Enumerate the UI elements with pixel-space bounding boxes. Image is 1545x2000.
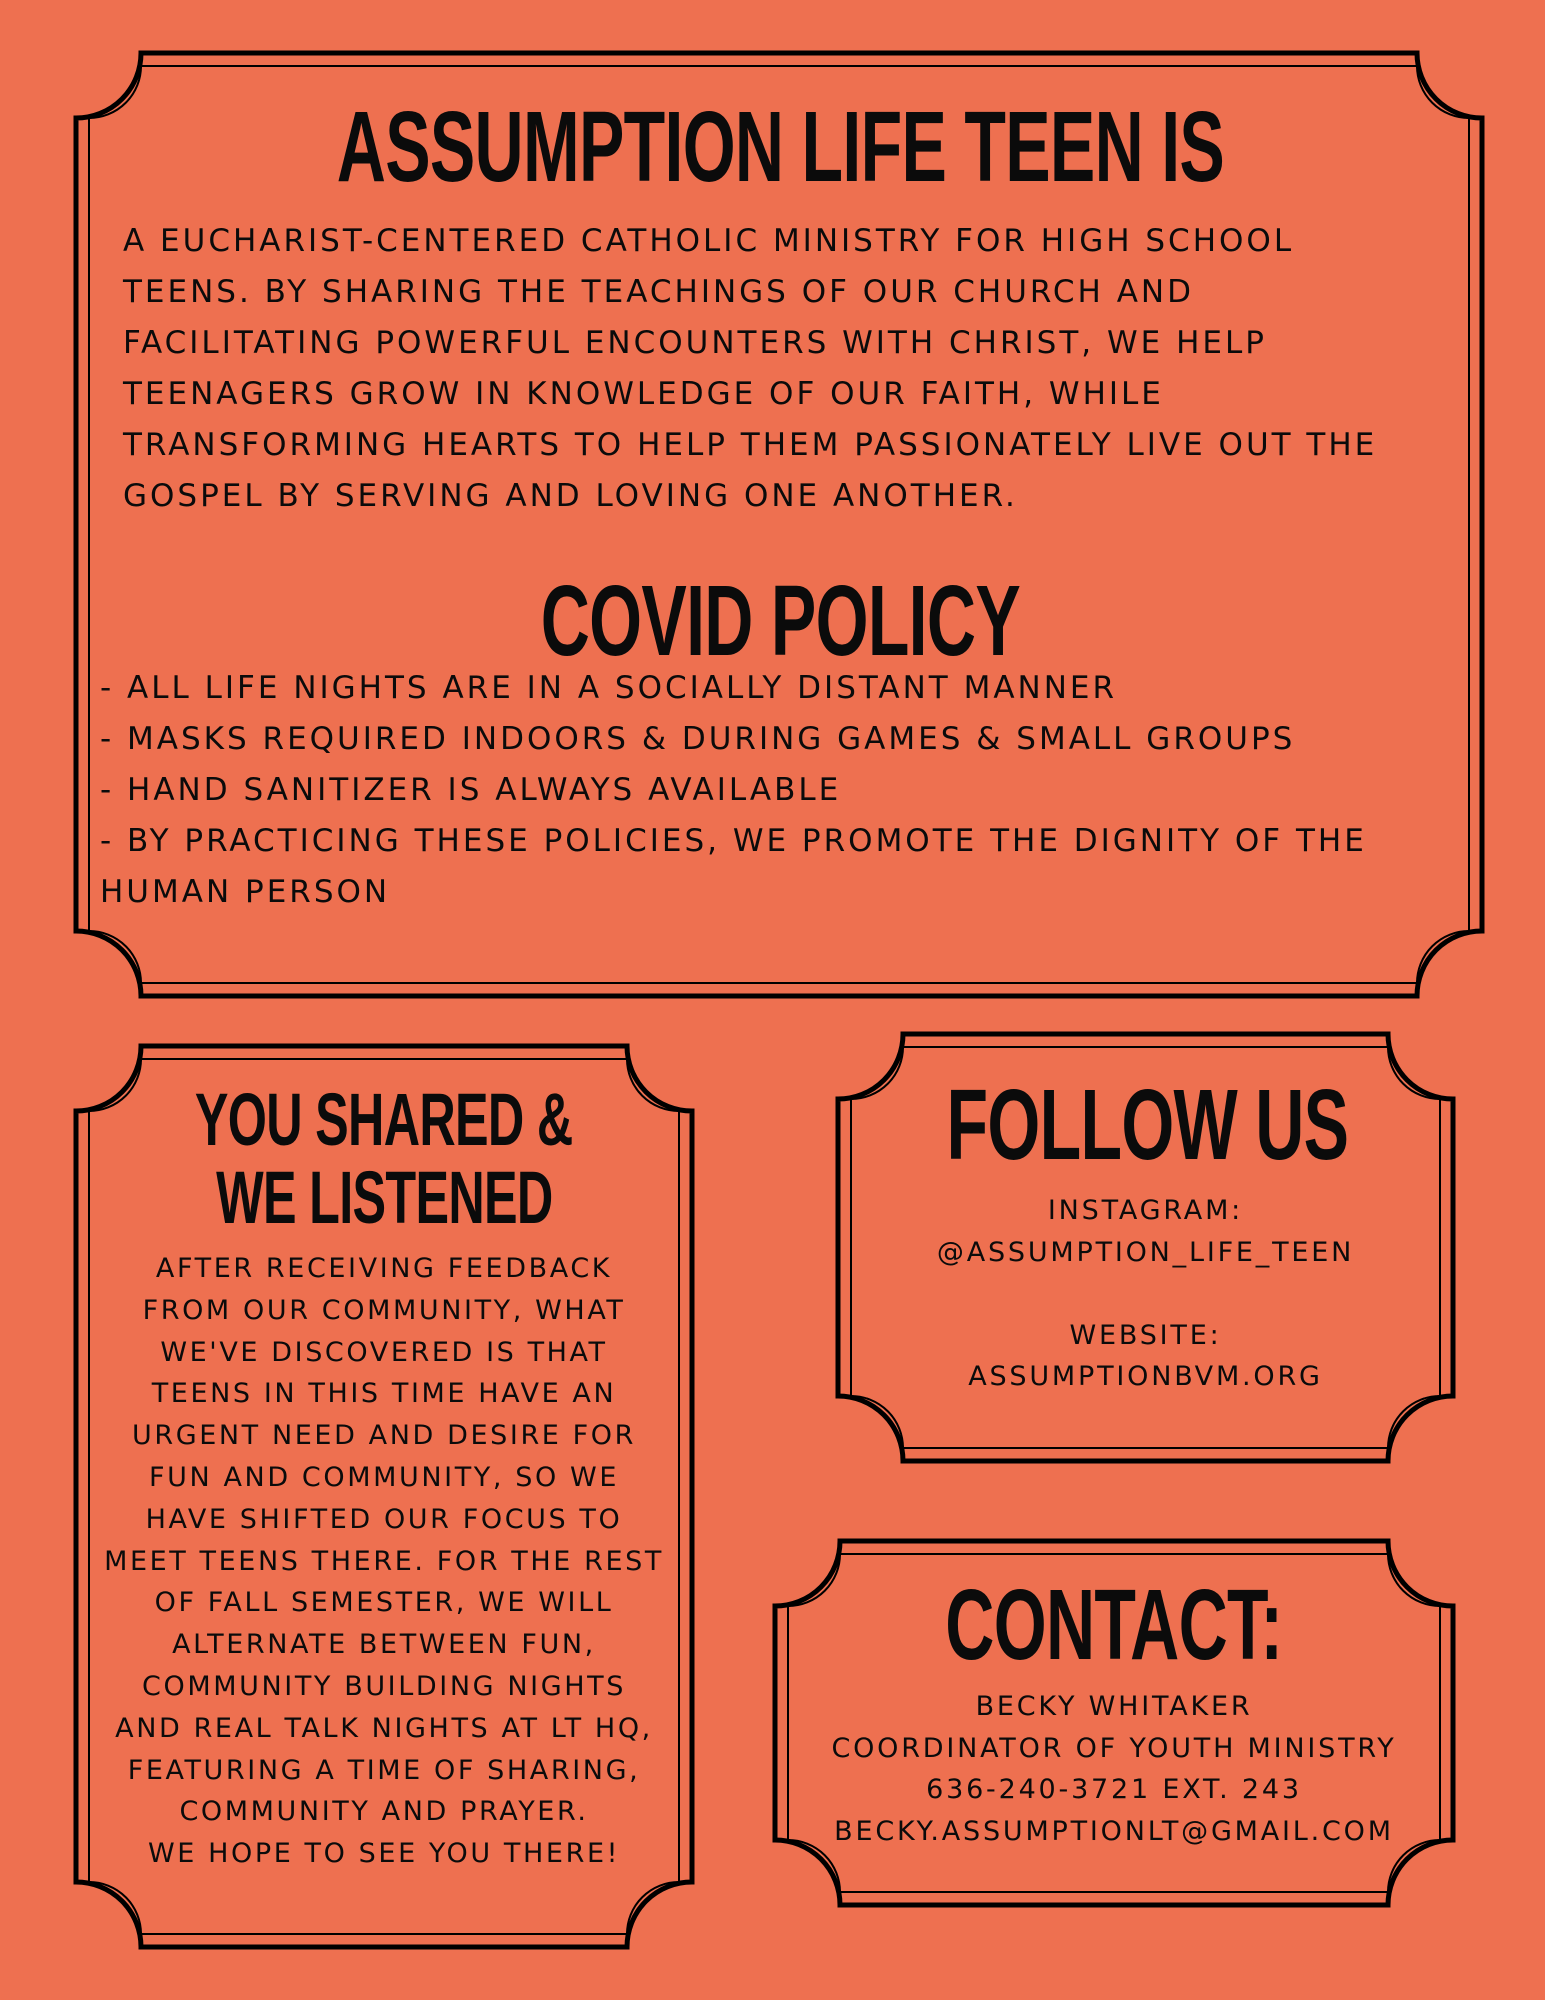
shared-line: MEET TEENS THERE. FOR THE REST xyxy=(104,1545,664,1577)
instagram-handle[interactable]: @ASSUMPTION_LIFE_TEEN xyxy=(936,1236,1355,1268)
shared-line: FEATURING A TIME OF SHARING, xyxy=(127,1754,641,1786)
shared-line: AND REAL TALK NIGHTS AT LT HQ, xyxy=(115,1712,653,1744)
contact-heading: CONTACT: xyxy=(945,1569,1283,1681)
shared-heading-line1: YOU SHARED & xyxy=(195,1078,573,1161)
contact-name: BECKY WHITAKER xyxy=(975,1691,1253,1722)
shared-line: WE HOPE TO SEE YOU THERE! xyxy=(147,1838,621,1870)
contact-title-wrap xyxy=(789,1570,1439,1680)
mission-line: FACILITATING POWERFUL ENCOUNTERS WITH CHRIST, WE HELP xyxy=(123,325,1267,361)
shared-line: AFTER RECEIVING FEEDBACK xyxy=(155,1253,613,1284)
contact-role: COORDINATOR OF YOUTH MINISTRY xyxy=(831,1732,1397,1764)
covid-policy-heading: COVID POLICY xyxy=(540,565,1020,677)
shared-line: ALTERNATE BETWEEN FUN, xyxy=(172,1629,596,1661)
shared-line: WE'VE DISCOVERED IS THAT xyxy=(160,1336,608,1368)
contact-body xyxy=(789,1686,1439,1852)
mission-line: TRANSFORMING HEARTS TO HELP THEM PASSIONATELY LIVE OUT THE xyxy=(123,427,1378,463)
shared-line: FROM OUR COMMUNITY, WHAT xyxy=(142,1294,626,1326)
shared-heading-line2: WE LISTENED xyxy=(215,1156,553,1239)
shared-line: COMMUNITY AND PRAYER. xyxy=(179,1796,589,1828)
covid-policy-item: HUMAN PERSON xyxy=(100,874,391,910)
shared-line: TEENS IN THIS TIME HAVE AN xyxy=(151,1378,617,1410)
contact-box xyxy=(789,1555,1439,1891)
shared-line: FUN AND COMMUNITY, SO WE xyxy=(148,1461,619,1493)
shared-line: URGENT NEED AND DESIRE FOR xyxy=(131,1420,636,1452)
shared-line: OF FALL SEMESTER, WE WILL xyxy=(154,1587,614,1619)
mission-line: GOSPEL BY SERVING AND LOVING ONE ANOTHER. xyxy=(123,478,1018,514)
covid-policy-item: - BY PRACTICING THESE POLICIES, WE PROMOTE THE DIGNITY OF THE xyxy=(100,823,1367,859)
instagram-label: INSTAGRAM: xyxy=(1047,1195,1244,1226)
shared-line: COMMUNITY BUILDING NIGHTS xyxy=(142,1670,626,1702)
shared-line: HAVE SHIFTED OUR FOCUS TO xyxy=(145,1503,623,1535)
follow-us-heading: FOLLOW US xyxy=(946,1069,1349,1181)
website-label: WEBSITE: xyxy=(1069,1319,1222,1351)
page-title: ASSUMPTION LIFE TEEN IS xyxy=(336,91,1224,203)
covid-policy-item: - HAND SANITIZER IS ALWAYS AVAILABLE xyxy=(100,772,842,808)
covid-policy-item: - MASKS REQUIRED INDOORS & DURING GAMES & SMALL GROUPS xyxy=(100,721,1296,757)
contact-email[interactable]: BECKY.ASSUMPTIONLT@GMAIL.COM xyxy=(834,1815,1394,1847)
contact-phone[interactable]: 636-240-3721 EXT. 243 xyxy=(926,1774,1302,1805)
mission-line: TEENAGERS GROW IN KNOWLEDGE OF OUR FAITH, WHILE xyxy=(123,376,1164,412)
covid-policy-item: - ALL LIFE NIGHTS ARE IN A SOCIALLY DISTANT MANNER xyxy=(100,670,1118,706)
mission-line: TEENS. BY SHARING THE TEACHINGS OF OUR CHURCH AND xyxy=(123,274,1194,310)
website-link[interactable]: ASSUMPTIONBVM.ORG xyxy=(968,1361,1323,1392)
mission-line: A EUCHARIST-CENTERED CATHOLIC MINISTRY FOR HIGH SCHOOL xyxy=(123,223,1295,259)
